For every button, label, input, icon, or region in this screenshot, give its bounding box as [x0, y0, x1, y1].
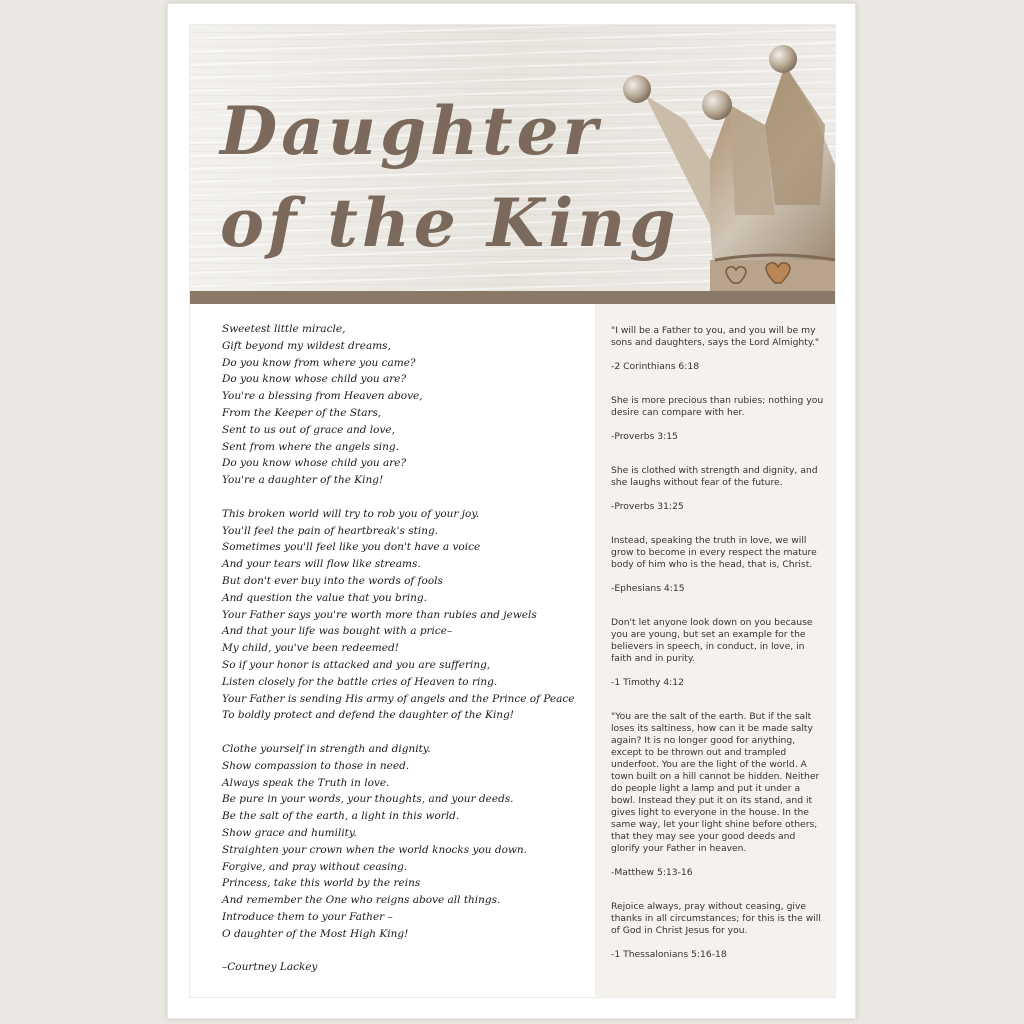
- poem-line: Princess, take this world by the reins: [222, 877, 421, 890]
- verse-reference: -2 Corinthians 6:18: [611, 361, 700, 372]
- poem-line: So if your honor is attacked and you are suffering,: [222, 658, 491, 671]
- poem-line: Show grace and humility.: [222, 826, 357, 839]
- poem-line: Listen closely for the battle cries of Heaven to ring.: [222, 675, 498, 688]
- poem-stanza-2: [222, 506, 592, 724]
- poem-line: Your Father is sending His army of angels and the Prince of Peace: [222, 692, 575, 705]
- poem-line: O daughter of the Most High King!: [222, 927, 409, 940]
- poem-author: –Courtney Lackey: [222, 961, 318, 974]
- title-line-1: Daughter: [220, 92, 602, 170]
- poem-line: Do you know whose child you are?: [222, 457, 407, 470]
- verse-reference: -1 Timothy 4:12: [611, 677, 684, 688]
- verse-text: Don't let anyone look down on you because you are young, but set an example for the believers in speech, in conduct, in love, in faith and in purity.: [611, 617, 813, 664]
- verse-item: [611, 325, 826, 373]
- verse-text: She is more precious than rubies; nothing you desire can compare with her.: [611, 395, 824, 418]
- poem-line: Do you know from where you came?: [222, 356, 416, 369]
- poem-line: Sweetest little miracle,: [222, 323, 346, 335]
- verse-text: Rejoice always, pray without ceasing, give thanks in all circumstances; for this is the will of God in Christ Jesus for you.: [611, 901, 821, 936]
- poem-line: And your tears will flow like streams.: [222, 558, 421, 571]
- verse-reference: -Ephesians 4:15: [611, 583, 685, 594]
- poem-line: Be pure in your words, your thoughts, and your deeds.: [222, 793, 514, 806]
- poem-line: From the Keeper of the Stars,: [222, 406, 382, 419]
- poem-line: To boldly protect and defend the daughter of the King!: [222, 709, 515, 722]
- header-wood-panel: [190, 25, 835, 291]
- poem-line: Do you know whose child you are?: [222, 373, 407, 386]
- verse-reference: -1 Thessalonians 5:16-18: [611, 949, 727, 960]
- verse-text: She is clothed with strength and dignity, and she laughs without fear of the future.: [611, 465, 818, 488]
- header-divider-band: [190, 291, 835, 304]
- poem-line: Be the salt of the earth, a light in this world.: [222, 810, 460, 823]
- poem-line: Sent to us out of grace and love,: [222, 423, 395, 436]
- poem-line: You'll feel the pain of heartbreak's sting.: [222, 524, 439, 537]
- verse-reference: -Matthew 5:13-16: [611, 867, 693, 878]
- poem-line: This broken world will try to rob you of your joy.: [222, 507, 480, 520]
- poster-title: [220, 85, 679, 269]
- verse-text: "I will be a Father to you, and you will be my sons and daughters, says the Lord Almighty.": [611, 325, 820, 348]
- verse-item: [611, 395, 826, 443]
- crown-icon: [615, 45, 835, 291]
- poem-line: Always speak the Truth in love.: [222, 776, 390, 789]
- poem-line: Show compassion to those in need.: [222, 759, 410, 772]
- poem-line: Straighten your crown when the world knocks you down.: [222, 843, 527, 856]
- verse-reference: -Proverbs 31:25: [611, 501, 684, 512]
- poem-line: You're a daughter of the King!: [222, 474, 384, 487]
- title-line-2: of the King: [220, 184, 680, 262]
- poem-line: And question the value that you bring.: [222, 591, 427, 604]
- verse-item: [611, 901, 826, 961]
- poem-line: You're a blessing from Heaven above,: [222, 390, 423, 403]
- verse-text: Instead, speaking the truth in love, we will grow to become in every respect the mature body of him who is the head, that is, Christ.: [611, 535, 817, 570]
- poem-line: Gift beyond my wildest dreams,: [222, 339, 391, 352]
- poem-line: But don't ever buy into the words of fools: [222, 574, 443, 587]
- verse-text: "You are the salt of the earth. But if the salt loses its saltiness, how can it be made salty again? It is no longer good for anything, except to be thrown out and trampled underfoot. You are the light of the world. A town built on a hill cannot be hidden. Neither do people light a lamp and put it under a bowl. Instead they put it on its stand, and it gives light to everyone in the house. In the same way, let your light shine before others, that they may see your good deeds and glorify your Father in heaven.: [611, 711, 820, 854]
- verse-reference: -Proverbs 3:15: [611, 431, 678, 442]
- poem-line: Sent from where the angels sing.: [222, 440, 399, 453]
- poem-line: Your Father says you're worth more than rubies and jewels: [222, 608, 537, 621]
- poem-line: And remember the One who reigns above all things.: [222, 894, 501, 907]
- verse-item: [611, 535, 826, 595]
- verse-item: [611, 711, 826, 879]
- poem-line: Sometimes you'll feel like you don't have a voice: [222, 541, 481, 554]
- poem-line: And that your life was bought with a price–: [222, 625, 453, 638]
- poem-line: Forgive, and pray without ceasing.: [222, 860, 408, 873]
- poem-line: Clothe yourself in strength and dignity.: [222, 742, 431, 755]
- verse-item: [611, 617, 826, 689]
- scripture-sidebar: [595, 304, 835, 997]
- verse-list: [611, 325, 826, 983]
- poem-line: My child, you've been redeemed!: [222, 642, 399, 655]
- poem: [222, 321, 592, 976]
- poster: [190, 25, 835, 997]
- poem-line: Introduce them to your Father –: [222, 910, 393, 923]
- verse-item: [611, 465, 826, 513]
- poem-stanza-3: [222, 741, 592, 943]
- poem-stanza-1: [222, 321, 592, 489]
